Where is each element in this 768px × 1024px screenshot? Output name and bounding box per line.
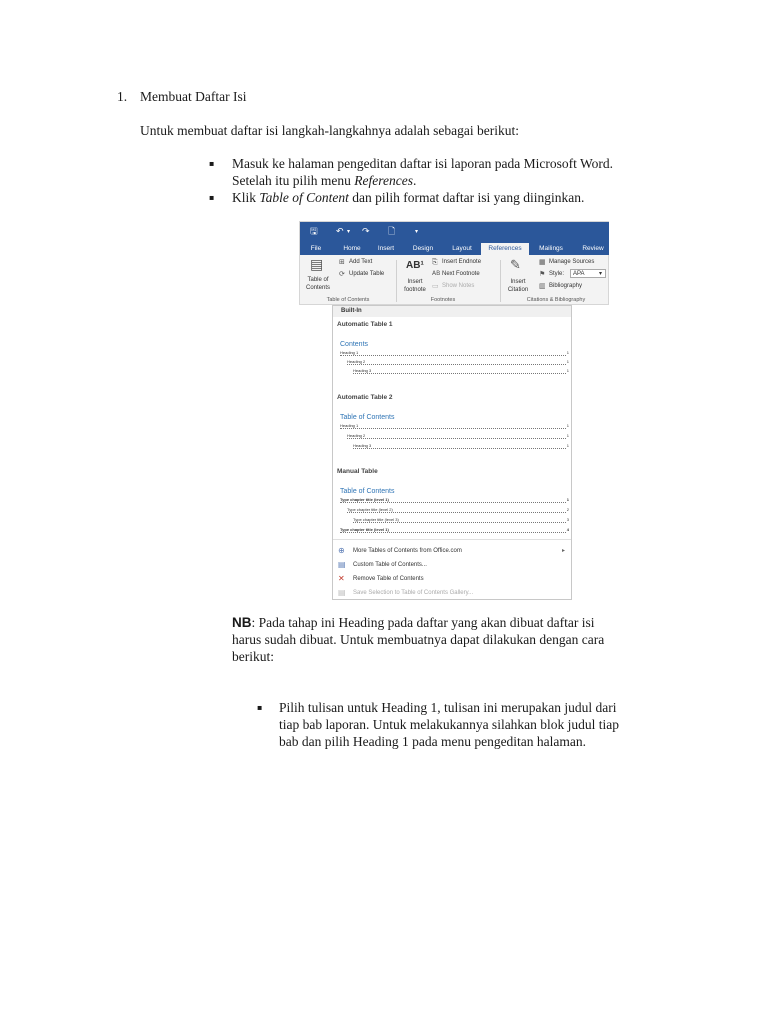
- gallery-title-auto-1[interactable]: Automatic Table 1: [337, 321, 393, 328]
- bullet-icon: ▪: [209, 193, 215, 202]
- tab-design[interactable]: Design: [412, 245, 434, 252]
- group-label-footnotes: Footnotes: [430, 297, 456, 303]
- toc-entry[interactable]: Type chapter title (level 1) 4: [340, 527, 569, 532]
- sub-step-line-3: bab dan pilih Heading 1 pada menu pengeditan halaman.: [279, 734, 587, 749]
- tab-layout[interactable]: Layout: [452, 245, 472, 252]
- intro-paragraph: Untuk membuat daftar isi langkah-langkahnya adalah sebagai berikut:: [140, 123, 519, 138]
- divider: [333, 539, 571, 540]
- tab-review[interactable]: Review: [582, 245, 604, 252]
- style-value: APA: [573, 271, 585, 277]
- gallery-subtitle[interactable]: Contents: [340, 341, 369, 348]
- insert-citation-line-1[interactable]: Insert: [510, 279, 526, 285]
- sub-step-line-2: tiap bab laporan. Untuk melakukannya silahkan blok judul tiap: [279, 717, 620, 732]
- bullet-icon: ▪: [257, 703, 263, 712]
- insert-footnote-line-2[interactable]: footnote: [404, 287, 426, 293]
- menu-item-custom-toc[interactable]: ▤ Custom Table of Contents...: [338, 560, 427, 569]
- menu-item-remove-toc[interactable]: ✕ Remove Table of Contents: [338, 574, 424, 583]
- show-notes-button[interactable]: Show Notes: [442, 283, 475, 289]
- manage-sources-button[interactable]: Manage Sources: [549, 259, 595, 265]
- tab-insert[interactable]: Insert: [377, 245, 395, 252]
- step-2: Klik Table of Content dan pilih format daftar isi yang diinginkan.: [232, 190, 585, 205]
- insert-citation-line-2[interactable]: Citation: [507, 287, 529, 293]
- undo-icon[interactable]: ↶: [336, 227, 344, 237]
- redo-icon[interactable]: ↷: [362, 227, 370, 237]
- chevron-right-icon: ▸: [561, 547, 565, 554]
- undo-dropdown-icon[interactable]: ▾: [347, 228, 351, 235]
- insert-footnote-icon[interactable]: AB¹: [406, 260, 424, 271]
- menu-item-save-selection: ▤ Save Selection to Table of Contents Gallery...: [338, 588, 474, 597]
- tab-file[interactable]: File: [310, 245, 322, 252]
- remove-icon: ✕: [338, 574, 345, 583]
- bibliography-icon[interactable]: ▥: [539, 282, 546, 290]
- save-selection-icon: ▤: [338, 588, 346, 597]
- nb-line-1: NB: Pada tahap ini Heading pada daftar yang akan dibuat daftar isi: [232, 615, 595, 630]
- word-screenshot: [299, 221, 609, 600]
- group-label-citations: Citations & Bibliography: [526, 297, 586, 303]
- nb-label: NB: [232, 615, 252, 630]
- add-text-button[interactable]: Add Text: [349, 259, 373, 265]
- ribbon-tabs: [300, 243, 609, 255]
- toc-entry[interactable]: Type chapter title (level 2) 2: [347, 507, 569, 512]
- chevron-down-icon: ▾: [599, 271, 603, 277]
- ribbon: [299, 221, 609, 305]
- add-text-icon[interactable]: ⊞: [339, 258, 345, 266]
- list-number: 1.: [117, 89, 128, 104]
- style-icon: ⚑: [539, 270, 546, 278]
- toc-entry[interactable]: Type chapter title (level 3) 3: [353, 517, 569, 522]
- style-label: Style:: [549, 271, 565, 277]
- group-separator: [500, 260, 501, 302]
- customize-toolbar-icon[interactable]: ▾: [415, 228, 419, 235]
- tab-mailings[interactable]: Mailings: [539, 245, 563, 252]
- section-title: Membuat Daftar Isi: [140, 89, 247, 104]
- toc-button-line-1[interactable]: Table of: [307, 277, 329, 283]
- toc-entry[interactable]: Heading 3 1: [353, 368, 569, 373]
- toc-entry[interactable]: Heading 1 1: [340, 423, 569, 428]
- gallery-subtitle[interactable]: Table of Contents: [340, 414, 395, 421]
- table-of-content-term: Table of Content: [259, 190, 349, 205]
- group-label-toc: Table of Contents: [326, 297, 370, 303]
- toc-gallery: [332, 305, 572, 600]
- tab-references[interactable]: References: [481, 243, 529, 255]
- step-1-line-2: Setelah itu pilih menu References.: [232, 173, 417, 188]
- globe-icon: ⊕: [338, 546, 345, 555]
- next-footnote-button[interactable]: Next Footnote: [442, 271, 480, 277]
- table-of-contents-icon[interactable]: ▤: [310, 257, 324, 273]
- gallery-subtitle[interactable]: Table of Contents: [340, 488, 395, 495]
- toc-entry[interactable]: Heading 2 1: [347, 433, 569, 438]
- insert-endnote-button[interactable]: Insert Endnote: [442, 259, 482, 265]
- sub-step-line-1: Pilih tulisan untuk Heading 1, tulisan ini merupakan judul dari: [279, 700, 617, 715]
- style-select[interactable]: [570, 269, 606, 278]
- bullet-icon: ▪: [209, 159, 215, 168]
- nb-line-2: harus sudah dibuat. Untuk membuatnya dapat dilakukan dengan cara: [232, 632, 605, 647]
- insert-endnote-icon[interactable]: ⎘: [432, 258, 438, 266]
- references-term: References: [354, 173, 413, 188]
- insert-citation-icon[interactable]: ✎: [510, 258, 521, 273]
- manage-sources-icon[interactable]: ▦: [539, 258, 546, 266]
- toc-entry[interactable]: Heading 1 1: [340, 350, 569, 355]
- new-document-icon[interactable]: 🗋: [388, 227, 396, 237]
- gallery-header: Built-In: [333, 306, 571, 317]
- bibliography-button[interactable]: Bibliography: [549, 283, 583, 289]
- toc-entry[interactable]: Heading 2 1: [347, 359, 569, 364]
- nb-line-3: berikut:: [232, 649, 274, 664]
- title-bar: [300, 222, 609, 243]
- document-icon: ▤: [338, 560, 346, 569]
- tab-home[interactable]: Home: [343, 245, 361, 252]
- insert-footnote-line-1[interactable]: Insert: [407, 279, 423, 285]
- show-notes-icon[interactable]: ▭: [432, 282, 439, 290]
- update-table-icon[interactable]: ⟳: [339, 270, 345, 278]
- step-1-line-1: Masuk ke halaman pengeditan daftar isi laporan pada Microsoft Word.: [232, 156, 614, 171]
- gallery-title-auto-2[interactable]: Automatic Table 2: [337, 394, 393, 401]
- gallery-title-manual[interactable]: Manual Table: [337, 468, 378, 475]
- group-separator: [396, 260, 397, 302]
- toc-entry[interactable]: Type chapter title (level 1) 1: [340, 497, 569, 502]
- update-table-button[interactable]: Update Table: [349, 271, 385, 277]
- menu-item-more-tables[interactable]: ⊕ More Tables of Contents from Office.com ▸: [338, 546, 565, 555]
- toc-button-line-2[interactable]: Contents: [305, 285, 330, 291]
- next-footnote-icon[interactable]: AB: [432, 270, 441, 277]
- save-icon[interactable]: 🖫: [310, 227, 318, 237]
- toc-entry[interactable]: Heading 3 1: [353, 443, 569, 448]
